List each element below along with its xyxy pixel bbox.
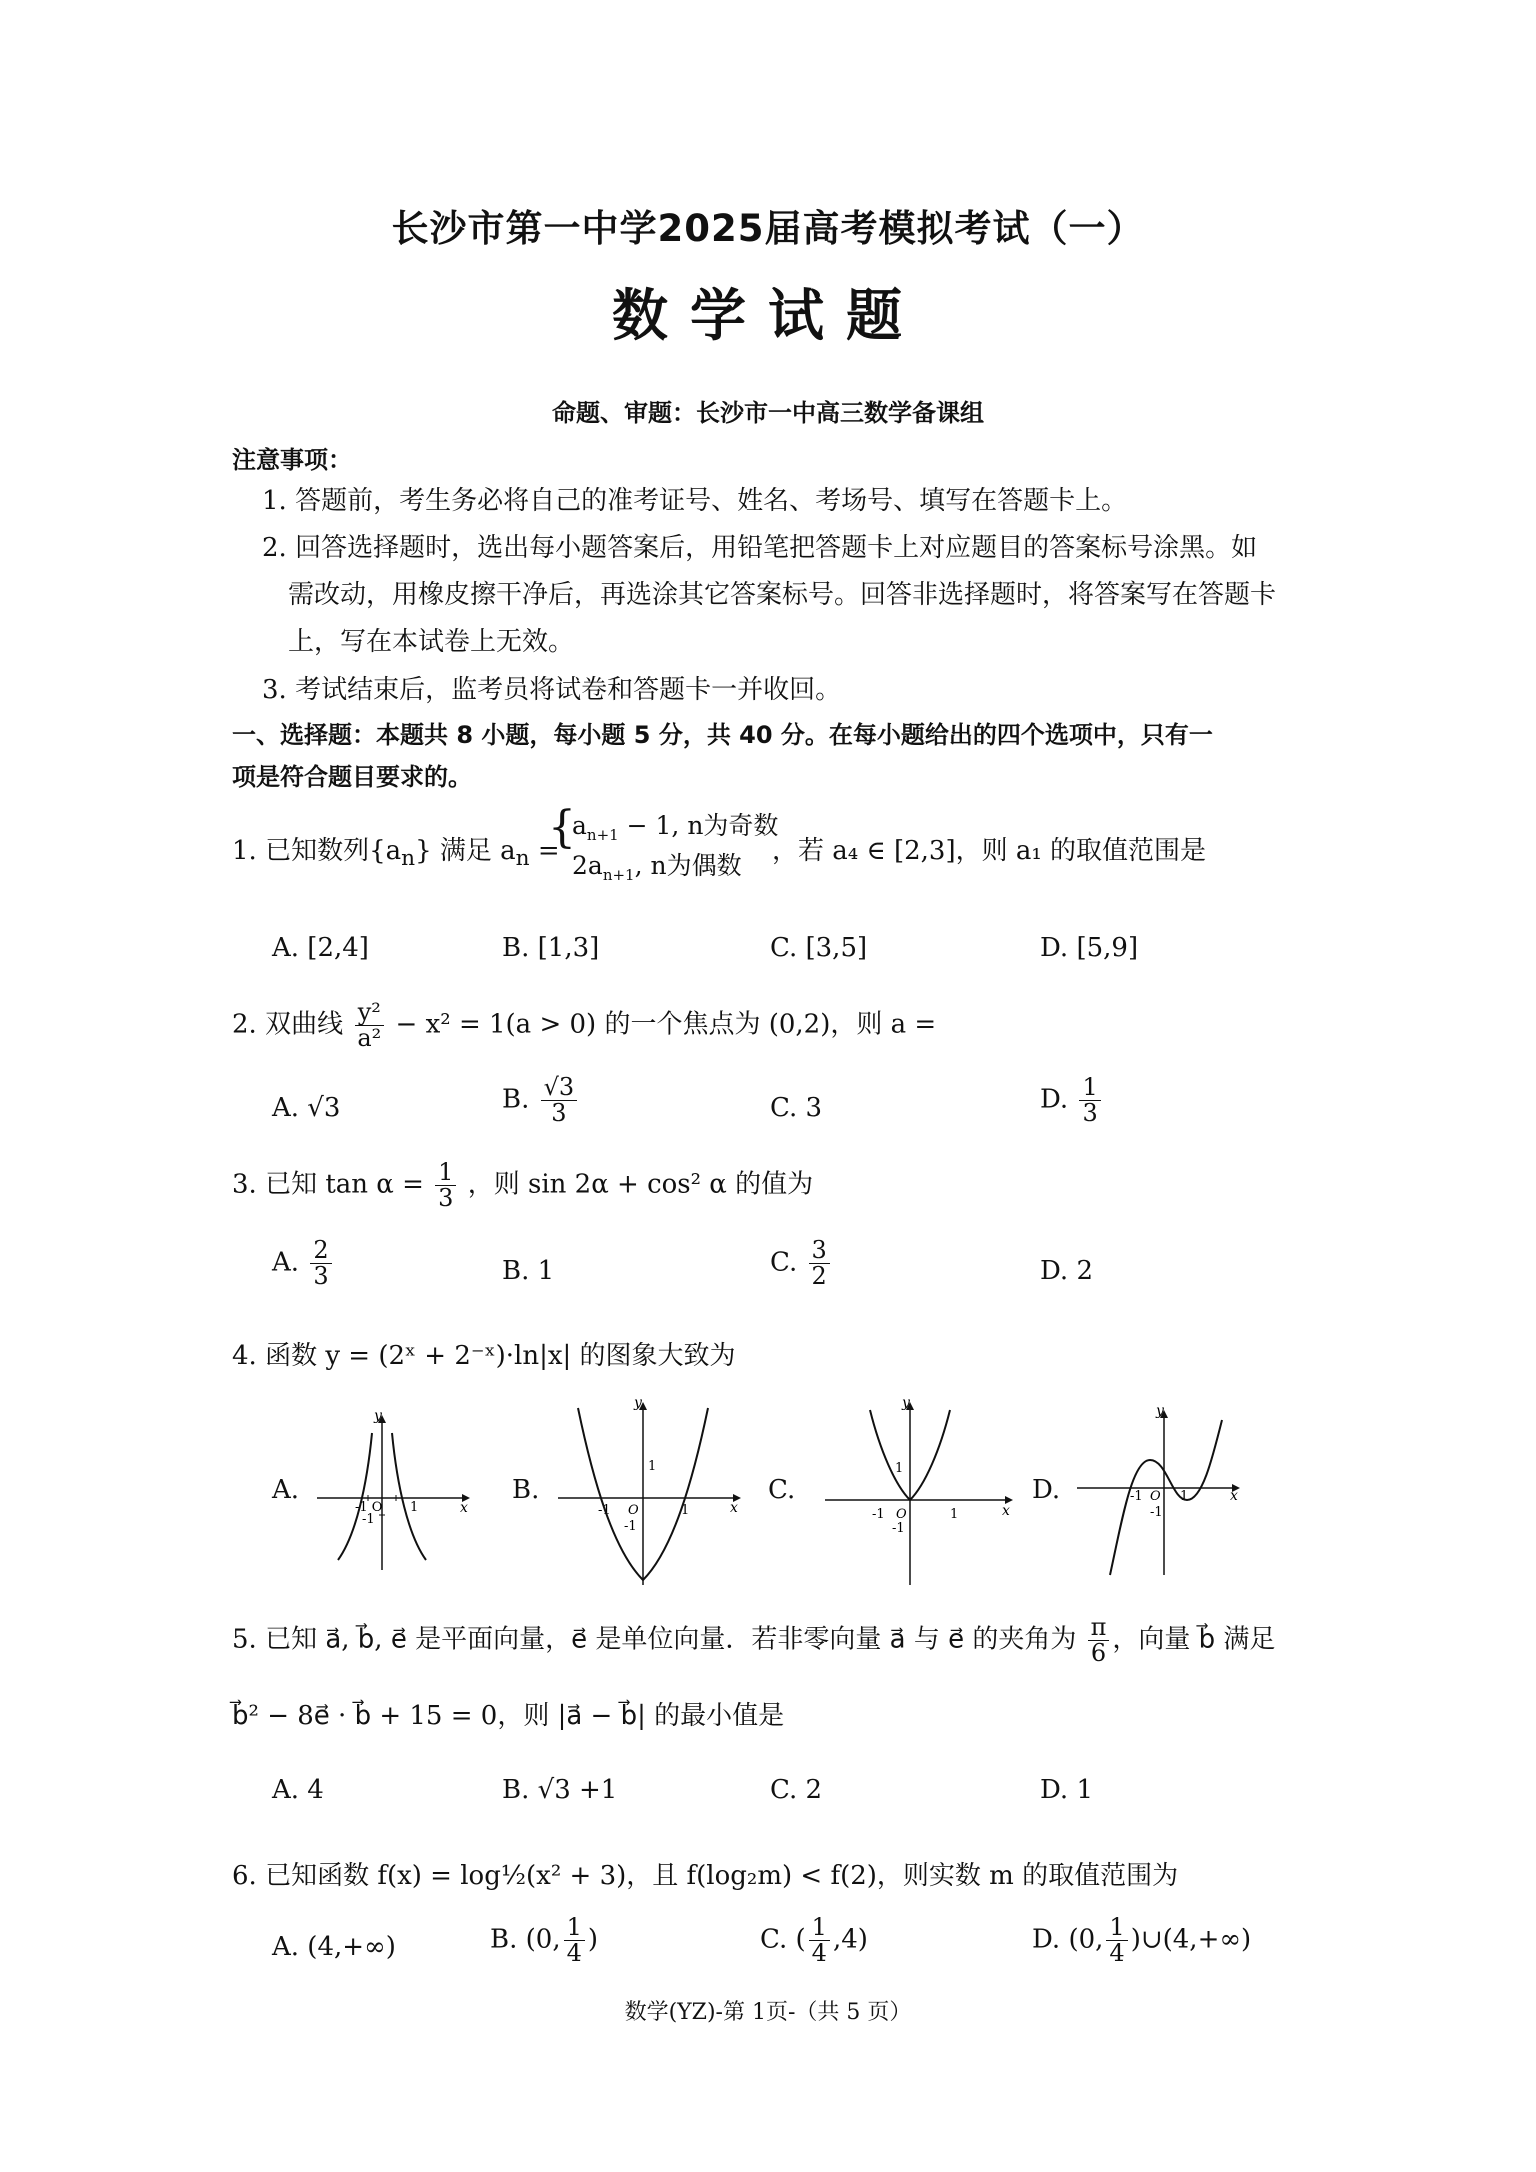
note-item-2-cont: 需改动，用橡皮擦干净后，再选涂其它答案标号。回答非选择题时，将答案写在答题卡 [288,580,1277,610]
q4-option-c[interactable]: C. [768,1475,796,1505]
q6-option-c[interactable]: C. ( $\frac{1}{4}$ ,4) [760,1913,868,1968]
svg-text:1: 1 [895,1461,904,1476]
q4-option-d[interactable]: D. [1032,1475,1061,1505]
q1-option-c[interactable]: C. [3,5] [770,933,868,963]
q6-option-d[interactable]: D. (0, $\frac{1}{4}$ )∪(4,+∞) [1032,1913,1252,1968]
note-item-2: 2. 回答选择题时，选出每小题答案后，用铅笔把答题卡上对应题目的答案标号涂黑。如 [262,533,1258,563]
section-heading-line1: 一、选择题：本题共 8 小题，每小题 5 分，共 40 分。在每小题给出的四个选项中，只有一 [232,721,1213,749]
svg-text:1: 1 [681,1503,690,1518]
byline: 命题、审题：长沙市一中高三数学备课组 [552,399,984,427]
q4-graph-c [820,1390,1020,1590]
question-4: 4. 函数 y = (2ˣ + 2⁻ˣ)·ln|x| 的图象大致为 [232,1341,736,1371]
section-heading-line2: 项是符合题目要求的。 [232,763,472,791]
question-6: 6. 已知函数 f(x) = log½(x² + 3)，且 f(log₂m) < f(2)，则实数 m 的取值范围为 [232,1861,1179,1891]
q1-case-1: $a_{n+1} - 1$, n为奇数 [572,811,779,844]
svg-text:y: y [902,1395,910,1411]
q1-brace: { [548,802,576,853]
q1-prefix: 1. 已知数列{a [232,836,402,866]
svg-text:y: y [634,1395,642,1411]
q2-option-d[interactable]: D. $\frac{1}{3}$ [1040,1075,1104,1126]
q3-option-a[interactable]: A. $\frac{2}{3}$ [272,1238,335,1289]
q5-option-a[interactable]: A. 4 [272,1775,324,1805]
q2-option-c[interactable]: C. 3 [770,1093,823,1123]
note-item-2-end: 上，写在本试卷上无效。 [288,627,575,657]
q4-option-b[interactable]: B. [512,1475,540,1505]
notes-heading: 注意事项： [232,446,352,474]
q4-option-a[interactable]: A. [272,1475,300,1505]
svg-text:x: x [730,1500,738,1516]
q1-mid: } 满足 a [415,836,516,866]
q1-case-2: $2a_{n+1}$, n为偶数 [572,851,742,884]
q2-option-b[interactable]: B. $\frac{√3}{3}$ [502,1075,580,1126]
subject-title: 数学试题 [612,284,924,349]
svg-text:O: O [896,1507,907,1522]
question-5-line-2: b⃗² − 8e⃗ · b⃗ + 15 = 0，则 |a⃗ − b⃗| 的最小值是 [232,1701,785,1731]
q3-option-d[interactable]: D. 2 [1040,1256,1093,1286]
q4-graph-d [1072,1400,1252,1580]
svg-text:-1: -1 [872,1507,885,1522]
q2-option-a[interactable]: A. √3 [272,1093,341,1123]
q5-option-b[interactable]: B. √3 +1 [502,1775,618,1805]
q1-suffix: ，若 a₄ ∈ [2,3]，则 a₁ 的取值范围是 [772,836,1207,866]
question-3: 3. 已知 tan α = $\frac{1}{3}$ ，则 sin 2α + cos² α 的值为 [232,1158,814,1213]
svg-text:x: x [460,1500,468,1516]
q5-option-c[interactable]: C. 2 [770,1775,823,1805]
q4-graph-b [548,1390,748,1590]
svg-text:1: 1 [410,1500,419,1515]
svg-text:-1: -1 [1150,1505,1163,1520]
svg-text:y: y [374,1408,382,1424]
q4-graph-a [312,1405,472,1575]
svg-text:y: y [1156,1403,1164,1419]
svg-text:-1: -1 [362,1512,375,1527]
svg-text:-1: -1 [892,1521,905,1536]
q3-option-b[interactable]: B. 1 [502,1256,555,1286]
question-5-line-1: 5. 已知 a⃗, b⃗, e⃗ 是平面向量，e⃗ 是单位向量．若非零向量 a⃗ 与 e⃗ 的夹角为 $\frac{\pi}{6}$ ，向量 b⃗ 满足 [232,1613,1276,1668]
question-2: 2. 双曲线 $\frac{\text{y²}}{\text{a²}}$ − x² = 1(a > 0) 的一个焦点为 (0,2)，则 a = [232,998,937,1053]
q2-fraction: $\frac{\text{y²}}{\text{a²}}$ [354,1000,384,1051]
q1-option-b[interactable]: B. [1,3] [502,933,600,963]
svg-text:x: x [1002,1503,1010,1519]
svg-text:O: O [1150,1489,1161,1504]
svg-text:O: O [628,1503,639,1518]
svg-text:-1 O: -1 O [355,1500,383,1515]
note-item-1: 1. 答题前，考生务必将自己的准考证号、姓名、考场号、填写在答题卡上。 [262,486,1128,516]
q1-option-d[interactable]: D. [5,9] [1040,933,1139,963]
question-1: 1. 已知数列$\{a_n\}$ 满足 $a_n$ = [232,836,560,872]
svg-text:x: x [1230,1488,1238,1504]
q3-option-c[interactable]: C. $\frac{3}{2}$ [770,1238,833,1289]
svg-text:1: 1 [648,1459,657,1474]
svg-text:-1: -1 [624,1519,637,1534]
svg-text:-1: -1 [598,1503,611,1518]
q6-option-a[interactable]: A. (4,+∞) [272,1932,396,1962]
svg-text:1: 1 [1180,1489,1189,1504]
svg-text:-1: -1 [1130,1489,1143,1504]
note-item-3: 3. 考试结束后，监考员将试卷和答题卡一并收回。 [262,675,842,705]
q6-option-b[interactable]: B. (0, $\frac{1}{4}$ ) [490,1913,599,1968]
exam-title: 长沙市第一中学2025届高考模拟考试（一） [391,207,1145,250]
page-footer: 数学(YZ)-第 1页-（共 5 页） [624,2000,912,2025]
q1-option-a[interactable]: A. [2,4] [272,933,369,963]
svg-text:1: 1 [950,1507,959,1522]
q5-option-d[interactable]: D. 1 [1040,1775,1093,1805]
